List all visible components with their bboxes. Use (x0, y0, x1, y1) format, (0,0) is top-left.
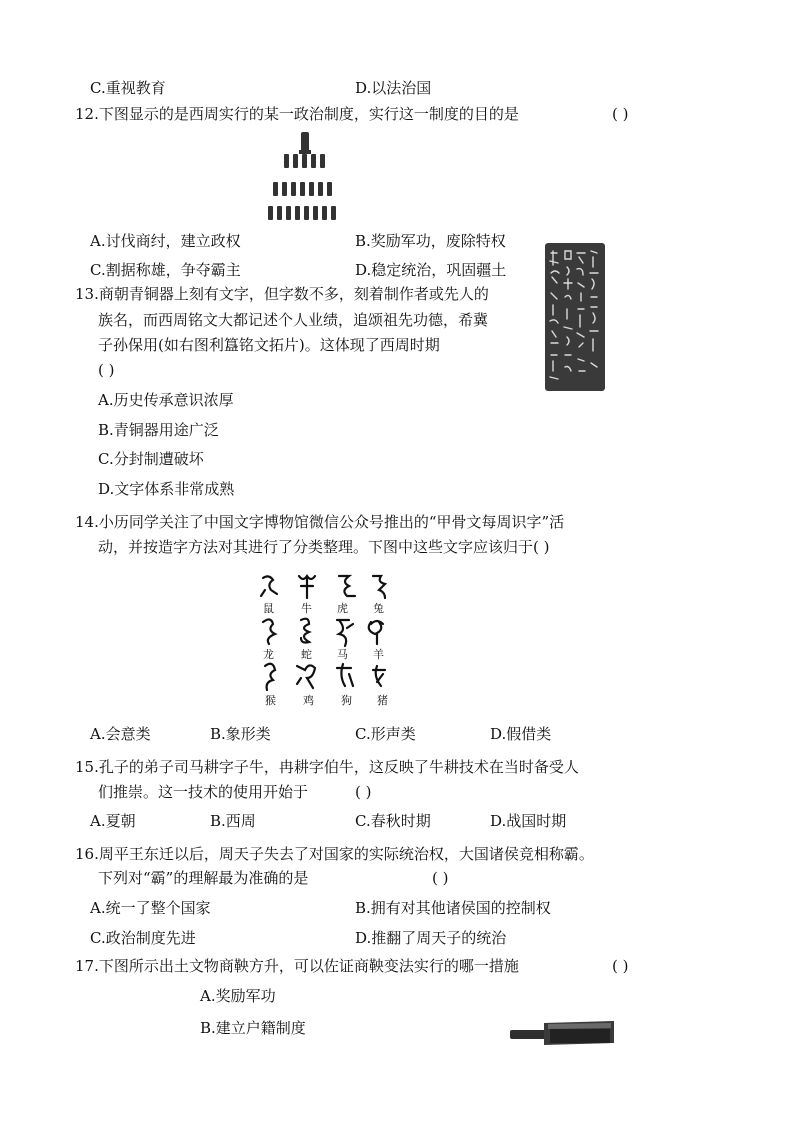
q13-stem-line1: 13.商朝青铜器上刻有文字，但字数不多，刻着制作者或先人的 (75, 285, 489, 303)
q16-option-c: C.政治制度先进 (90, 929, 196, 947)
q15-stem-line1: 15.孔子的弟子司马耕字子牛，冉耕字伯牛，这反映了牛耕技术在当时备受人 (75, 758, 579, 776)
q13-option-a: A.历史传承意识浓厚 (98, 391, 234, 409)
q14-option-a: A.会意类 (90, 725, 151, 743)
zodiac-label-monkey: 猴 (265, 694, 276, 707)
q12-option-b: B.奖励军功，废除特权 (355, 232, 506, 250)
q14-stem-line1: 14.小历同学关注了中国文字博物馆微信公众号推出的“甲骨文每周识字”活 (75, 513, 565, 531)
zodiac-label-tiger: 虎 (337, 602, 348, 615)
q14-option-d: D.假借类 (490, 725, 552, 743)
zodiac-label-pig: 猪 (377, 694, 388, 707)
oracle-glyph-rabbit (373, 576, 385, 598)
q13-stem-line3: 子孙保用(如右图利簋铭文拓片)。这体现了西周时期 (98, 336, 440, 354)
zodiac-label-dragon: 龙 (263, 648, 274, 661)
q12-answer-paren: ( ) (612, 105, 629, 123)
q14-stem-line2: 动，并按造字方法对其进行了分类整理。下图中这些文字应该归于( ) (98, 538, 550, 556)
q13-option-b: B.青铜器用途广泛 (98, 421, 219, 439)
q16-stem-line2: 下列对“霸”的理解最为准确的是 (98, 869, 309, 887)
q12-option-d: D.稳定统治，巩固疆土 (355, 261, 507, 279)
shang-yang-square-sheng-photo (510, 1018, 615, 1050)
q16-answer-paren: ( ) (432, 869, 449, 887)
q16-option-a: A.统一了整个国家 (90, 899, 211, 917)
q16-option-d: D.推翻了周天子的统治 (355, 929, 507, 947)
oracle-glyph-rat (261, 576, 277, 596)
zodiac-label-rat: 鼠 (263, 602, 274, 615)
q15-stem-line2: 们推崇。这一技术的使用开始于 (98, 783, 309, 801)
zodiac-label-rabbit: 兔 (373, 602, 384, 615)
oracle-glyph-ox (299, 576, 315, 598)
q16-stem-line1: 16.周平王东迁以后，周天子失去了对国家的实际统治权，大国诸侯竞相称霸。 (75, 845, 594, 863)
oracle-glyph-sheep (369, 621, 383, 644)
q14-option-c: C.形声类 (355, 725, 416, 743)
q14-option-b: B.象形类 (210, 725, 271, 743)
oracle-glyph-rooster (297, 665, 315, 688)
q15-option-d: D.战国时期 (490, 812, 567, 830)
q17-answer-paren: ( ) (612, 957, 629, 975)
q16-option-b: B.拥有对其他诸侯国的控制权 (355, 899, 551, 917)
q13-answer-paren: ( ) (98, 361, 115, 379)
q15-option-c: C.春秋时期 (355, 812, 431, 830)
q12-option-a: A.讨伐商纣，建立政权 (90, 232, 241, 250)
oracle-bone-zodiac-figure (255, 570, 405, 712)
zodiac-label-sheep: 羊 (373, 648, 384, 661)
zodiac-label-horse: 马 (337, 648, 348, 661)
q11-option-d: D.以法治国 (355, 79, 432, 97)
q17-option-a: A.奖励军功 (200, 987, 276, 1005)
q11-option-c: C.重视教育 (90, 79, 166, 97)
q15-answer-paren: ( ) (355, 783, 372, 801)
q12-stem: 12.下图显示的是西周实行的某一政治制度，实行这一制度的目的是 (75, 105, 519, 123)
q13-option-c: C.分封制遭破坏 (98, 450, 204, 468)
oracle-glyph-tiger (339, 576, 355, 596)
oracle-glyph-snake (301, 619, 309, 643)
feudal-pyramid-figure (265, 130, 345, 225)
zodiac-label-ox: 牛 (301, 602, 312, 615)
oracle-glyph-pig (373, 666, 385, 686)
zodiac-label-snake: 蛇 (301, 648, 312, 661)
zodiac-label-rooster: 鸡 (303, 694, 314, 707)
oracle-glyph-dragon (263, 619, 275, 644)
q12-option-c: C.割据称雄，争夺霸主 (90, 261, 241, 279)
oracle-glyph-dog (337, 664, 353, 686)
q17-stem: 17.下图所示出土文物商鞅方升，可以佐证商鞅变法实行的哪一措施 (75, 957, 519, 975)
q13-option-d: D.文字体系非常成熟 (98, 480, 235, 498)
oracle-glyph-monkey (265, 664, 275, 690)
zodiac-label-dog: 狗 (341, 694, 352, 707)
oracle-glyph-horse (337, 620, 353, 646)
li-gui-inscription-rubbing (545, 243, 605, 391)
q17-option-b: B.建立户籍制度 (200, 1019, 306, 1037)
q15-option-b: B.西周 (210, 812, 256, 830)
q13-stem-line2: 族名，而西周铭文大都记述个人业绩，追颂祖先功德，希冀 (98, 311, 489, 329)
q15-option-a: A.夏朝 (90, 812, 136, 830)
